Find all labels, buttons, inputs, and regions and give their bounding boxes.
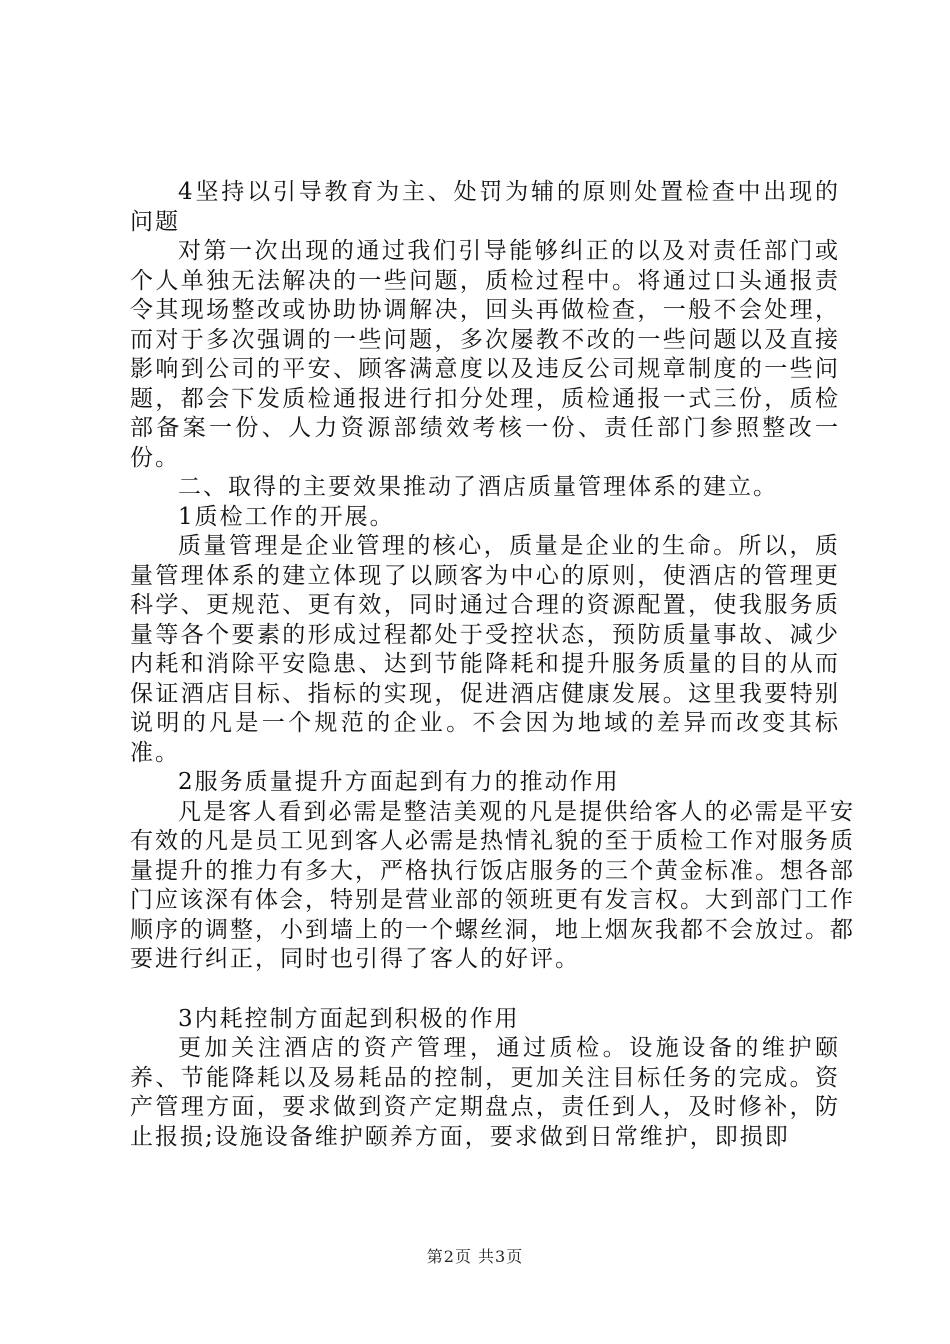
section-heading-results: 二、取得的主要效果推动了酒店质量管理体系的建立。: [178, 474, 778, 500]
section-heading-4: 4坚持以引导教育为主、处罚为辅的原则处置检查中出现的问题: [130, 179, 840, 235]
paragraph-service-quality: 凡是客人看到必需是整洁美观的凡是提供给客人的必需是平安有效的凡是员工见到客人必需是热情礼貌的至于质检工作对服务质量提升的推力有多大，严格执行饭店服务的三个黄金标准。想各部门应该深有体会，特别是营业部的领班更有发言权。大到部门工作顺序的调整，小到墙上的一个螺丝洞，地上烟灰我都不会放过。都要进行纠正，同时也引得了客人的好评。: [130, 798, 855, 972]
subheading-1: 1质检工作的开展。: [178, 503, 395, 530]
document-body: [0, 178, 950, 1152]
paragraph-inspection-handling: 对第一次出现的通过我们引导能够纠正的以及对责任部门或个人单独无法解决的一些问题，质检过程中。将通过口头通报责令其现场整改或协助协调解决，回头再做检查，一般不会处理，而对于多次强调的一些问题，多次屡教不改的一些问题以及直接影响到公司的平安、顾客满意度以及违反公司规章制度的一些问题，都会下发质检通报进行扣分处理，质检通报一式三份，质检部备案一份、人力资源部绩效考核一份、责任部门参照整改一份。: [130, 238, 840, 471]
paragraph-spacer: [0, 975, 950, 1005]
paragraph-quality-management: 质量管理是企业管理的核心，质量是企业的生命。所以，质量管理体系的建立体现了以顾客为中心的原则，使酒店的管理更科学、更规范、更有效，同时通过合理的资源配置，使我服务质量等各个要素的形成过程都处于受控状态，预防质量事故、减少内耗和消除平安隐患、达到节能降耗和提升服务质量的目的从而保证酒店目标、指标的实现，促进酒店健康发展。这里我要特别说明的凡是一个规范的企业。不会因为地域的差异而改变其标准。: [130, 533, 840, 766]
subheading-2: 2服务质量提升方面起到有力的推动作用: [178, 769, 620, 795]
page-number-footer: 第2页 共3页: [426, 1247, 524, 1266]
paragraph-cost-control: 更加关注酒店的资产管理，通过质检。设施设备的维护颐养、节能降耗以及易耗品的控制，更加关注目标任务的完成。资产管理方面，要求做到资产定期盘点，责任到人，及时修补，防止报损;设施设备维护颐养方面，要求做到日常维护，即损即: [130, 1035, 840, 1150]
subheading-3: 3内耗控制方面起到积极的作用: [178, 1005, 520, 1032]
